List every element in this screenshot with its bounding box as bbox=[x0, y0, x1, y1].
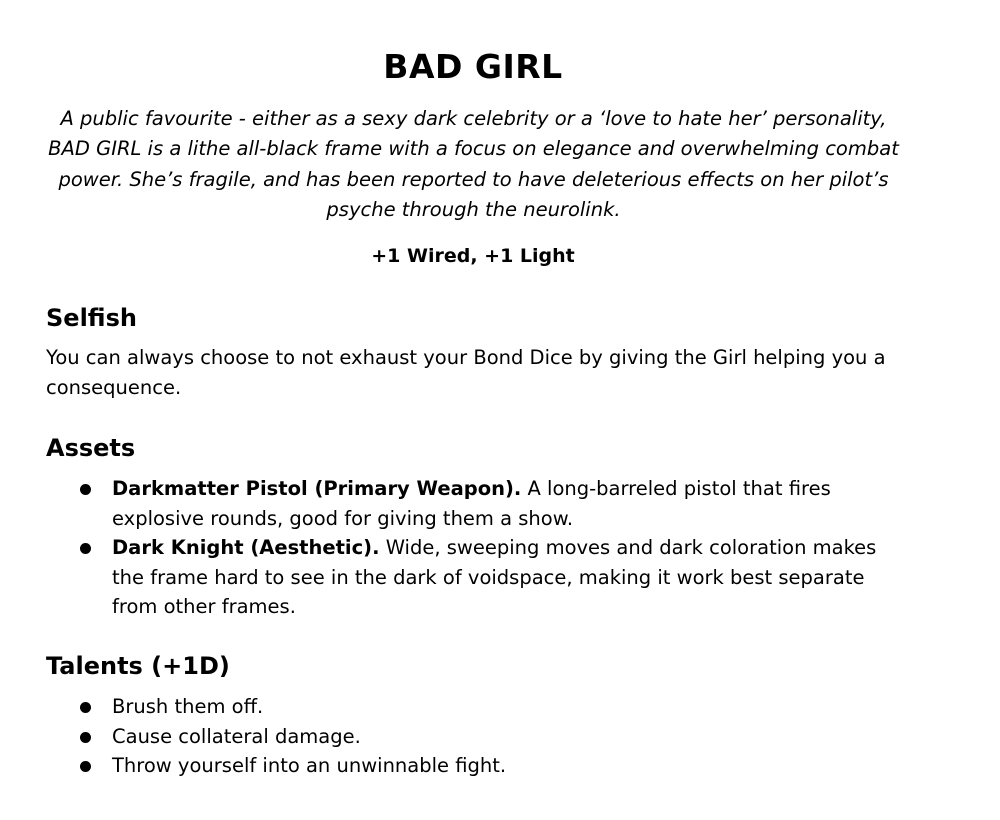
talent-item bbox=[0, 751, 882, 781]
talents-list bbox=[0, 692, 1000, 781]
asset-description: Wide, sweeping moves and dark coloration makes the frame hard to see in the dark of voidspace, making it work best separate from other frames. bbox=[112, 536, 877, 619]
bullet-icon bbox=[80, 732, 91, 743]
asset-item bbox=[0, 474, 882, 533]
page-title: BAD GIRL bbox=[383, 47, 563, 86]
assets-list bbox=[0, 474, 1000, 622]
stat-modifiers: +1 Wired, +1 Light bbox=[371, 245, 575, 267]
asset-description: A long-barreled pistol that fires explosive rounds, good for giving them a show. bbox=[112, 477, 831, 530]
bullet-icon bbox=[80, 543, 91, 554]
asset-item bbox=[0, 533, 882, 622]
bullet-icon bbox=[80, 702, 91, 713]
bullet-icon bbox=[80, 484, 91, 495]
talents-heading: Talents (+1D) bbox=[46, 652, 230, 680]
asset-name: Dark Knight (Aesthetic). bbox=[112, 536, 380, 560]
talent-text: Throw yourself into an unwinnable fight. bbox=[112, 754, 507, 778]
selfish-heading: Selfish bbox=[46, 304, 137, 332]
intro-description: A public favourite - either as a sexy dark celebrity or a ‘love to hate her’ personality, BAD GIRL is a lithe all-black frame with a focus on elegance and overwhelming combat power. She’s fragile, and has been reported to have deleterious effects on her pilot’s psyche through the neurolink. bbox=[48, 107, 899, 221]
talent-text: Cause collateral damage. bbox=[112, 724, 361, 748]
asset-name: Darkmatter Pistol (Primary Weapon). bbox=[112, 477, 522, 500]
talent-text: Brush them off. bbox=[112, 695, 264, 718]
bullet-icon bbox=[80, 761, 91, 772]
assets-heading: Assets bbox=[46, 434, 136, 462]
selfish-text: You can always choose to not exhaust your Bond Dice by giving the Girl helping you a consequence. bbox=[46, 346, 886, 399]
talent-item bbox=[0, 722, 882, 752]
talent-item bbox=[0, 692, 882, 722]
